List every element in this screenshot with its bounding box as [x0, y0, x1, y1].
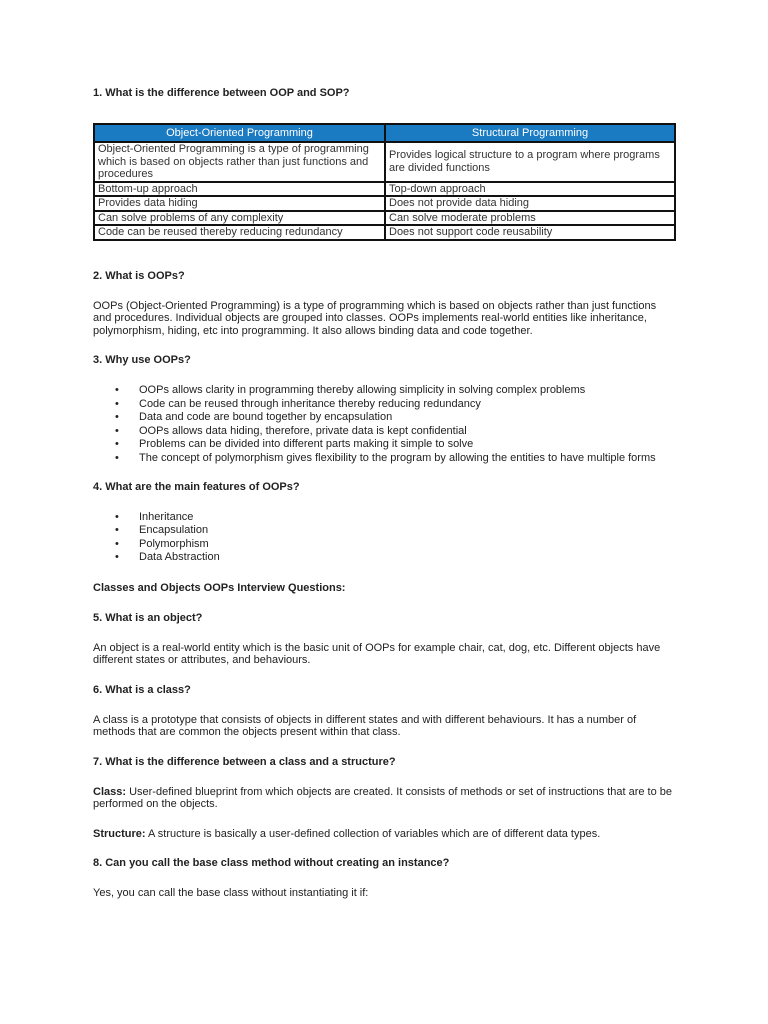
list-item: • Inheritance — [139, 511, 677, 525]
question-3-heading: 3. Why use OOPs? — [93, 354, 191, 366]
list-item: • Polymorphism — [139, 538, 677, 552]
table-cell: Provides data hiding — [94, 196, 385, 211]
table-row — [94, 142, 675, 182]
structure-label: Structure: — [93, 827, 146, 840]
class-definition — [93, 786, 677, 811]
list-item: • Problems can be divided into different parts making it simple to solve — [139, 438, 677, 452]
question-2-heading: 2. What is OOPs? — [93, 269, 185, 282]
table-header-row — [94, 124, 675, 142]
section-heading: Classes and Objects OOPs Interview Questions: — [93, 581, 346, 594]
features-list — [93, 511, 677, 565]
table-cell: Can solve problems of any complexity — [94, 211, 385, 226]
document-page — [93, 87, 677, 900]
table-row — [94, 225, 675, 240]
table-row — [94, 211, 675, 226]
question-8-heading: 8. Can you call the base class method without creating an instance? — [93, 857, 450, 869]
question-8-answer: Yes, you can call the base class without instantiating it if: — [93, 887, 369, 899]
table-cell: Does not provide data hiding — [385, 196, 675, 211]
oop-vs-sop-table — [93, 123, 676, 241]
question-1-heading: 1. What is the difference between OOP and SOP? — [93, 87, 350, 99]
question-5-answer: An object is a real-world entity which is the basic unit of OOPs for example chair, cat, dog, etc. Different objects have different states or attributes, and behaviours. — [93, 641, 661, 666]
table-cell: Can solve moderate problems — [385, 211, 675, 226]
question-7-heading: 7. What is the difference between a class and a structure? — [93, 755, 396, 768]
table-cell: Bottom-up approach — [94, 182, 385, 197]
question-2-answer: OOPs (Object-Oriented Programming) is a type of programming which is based on objects rather than just functions and procedures. Individual objects are grouped into classes. OOPs implements real-world entities like inheritance, polymorphism, hiding, etc into programming. It also allows binding data and code together. — [93, 299, 657, 337]
list-item: • Data and code are bound together by encapsulation — [139, 411, 677, 425]
table-header-oop: Object-Oriented Programming — [94, 124, 385, 142]
question-6-heading: 6. What is a class? — [93, 683, 191, 696]
table-row — [94, 196, 675, 211]
list-item: • OOPs allows clarity in programming thereby allowing simplicity in solving complex problems — [139, 384, 677, 398]
why-oops-list — [93, 384, 677, 464]
table-header-sop: Structural Programming — [385, 124, 675, 142]
table-cell: Provides logical structure to a program where programs are divided functions — [385, 142, 675, 182]
table-cell: Object-Oriented Programming is a type of programming which is based on objects rather than just functions and procedures — [94, 142, 385, 182]
question-5-heading: 5. What is an object? — [93, 611, 203, 624]
table-cell: Code can be reused thereby reducing redundancy — [94, 225, 385, 240]
question-4-heading: 4. What are the main features of OOPs? — [93, 480, 300, 493]
class-label: Class: — [93, 785, 127, 798]
list-item: • OOPs allows data hiding, therefore, private data is kept confidential — [139, 425, 677, 439]
list-item: • Encapsulation — [139, 524, 677, 538]
table-cell: Does not support code reusability — [385, 225, 675, 240]
table-cell: Top-down approach — [385, 182, 675, 197]
list-item: • Data Abstraction — [139, 551, 677, 565]
list-item: • The concept of polymorphism gives flexibility to the program by allowing the entities to have multiple forms — [139, 452, 677, 464]
structure-text: A structure is basically a user-defined collection of variables which are of different data types. — [145, 827, 601, 840]
structure-definition — [93, 828, 677, 841]
table-row — [94, 182, 675, 197]
list-item: • Code can be reused through inheritance thereby reducing redundancy — [139, 398, 677, 412]
question-6-answer: A class is a prototype that consists of objects in different states and with different behaviours. It has a number of methods that are common the objects present within that class. — [93, 713, 637, 738]
class-text: User-defined blueprint from which objects are created. It consists of methods or set of instructions that are to be performed on the objects. — [93, 785, 673, 810]
